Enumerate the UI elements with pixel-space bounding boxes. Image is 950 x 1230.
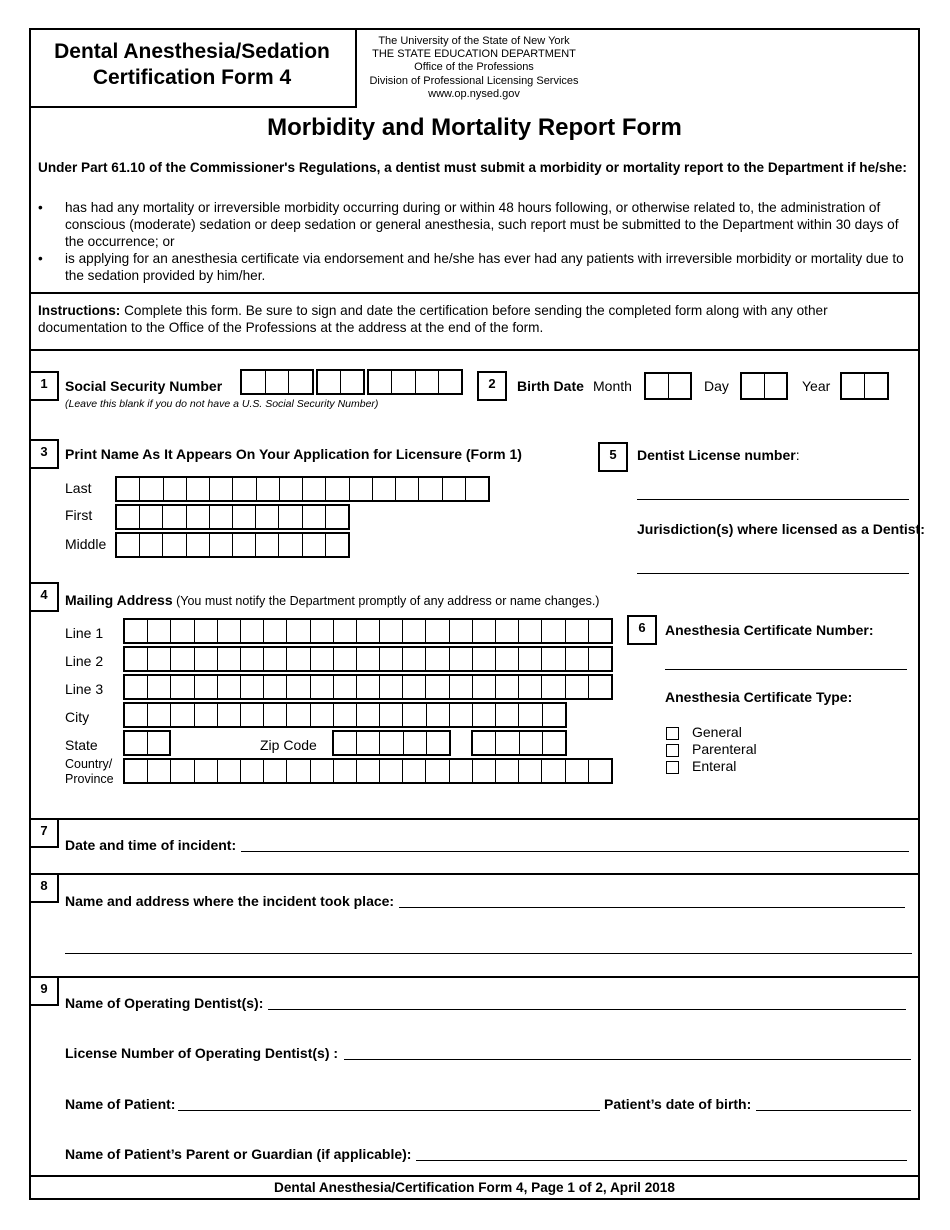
ssn-label: Social Security Number	[65, 378, 223, 394]
incident-location-label: Name and address where the incident took place:	[65, 893, 395, 909]
character-cell[interactable]	[496, 760, 519, 782]
character-cell[interactable]	[148, 676, 171, 698]
character-cell[interactable]	[287, 648, 310, 670]
patient-name-label: Name of Patient:	[65, 1096, 176, 1112]
character-cell[interactable]	[334, 676, 357, 698]
character-cell[interactable]	[589, 620, 611, 642]
character-cell[interactable]	[187, 534, 210, 556]
character-cell[interactable]	[125, 760, 148, 782]
character-cell[interactable]	[426, 676, 449, 698]
character-cell[interactable]	[140, 506, 163, 528]
character-cell[interactable]	[589, 676, 611, 698]
character-cell[interactable]	[334, 760, 357, 782]
character-cell[interactable]	[589, 648, 611, 670]
operating-license-label: License Number of Operating Dentist(s) :	[65, 1045, 339, 1061]
intro-bullets	[38, 199, 914, 284]
type-parenteral-label: Parenteral	[692, 741, 757, 757]
character-cell[interactable]	[266, 371, 290, 393]
character-cell[interactable]	[164, 478, 187, 500]
instructions	[38, 302, 898, 336]
report-title: Morbidity and Mortality Report Form	[267, 114, 682, 141]
character-cell[interactable]	[264, 620, 287, 642]
character-cell[interactable]	[287, 704, 310, 726]
character-cell[interactable]	[350, 478, 373, 500]
rule-s9-top	[29, 976, 920, 978]
character-cell[interactable]	[264, 676, 287, 698]
character-cell[interactable]	[218, 620, 241, 642]
character-cell[interactable]	[380, 648, 403, 670]
incident-location-line2[interactable]	[65, 953, 912, 954]
character-cell[interactable]	[450, 648, 473, 670]
character-cell[interactable]	[241, 620, 264, 642]
section-number-7: 7	[29, 818, 59, 848]
section-number-9: 9	[29, 976, 59, 1006]
guardian-label: Name of Patient’s Parent or Guardian (if applicable):	[65, 1146, 412, 1162]
name-section-label: Print Name As It Appears On Your Application for Licensure (Form 1)	[65, 446, 522, 462]
license-label-text: Dentist License number	[637, 447, 796, 463]
character-cell[interactable]	[303, 534, 326, 556]
character-cell[interactable]	[403, 676, 426, 698]
character-cell[interactable]	[326, 534, 348, 556]
type-enteral-label: Enteral	[692, 758, 737, 774]
character-cell[interactable]	[473, 760, 496, 782]
character-cell[interactable]	[287, 760, 310, 782]
city-field[interactable]	[123, 702, 567, 728]
address-line3-label: Line 3	[65, 681, 104, 697]
rule-s8-top	[29, 873, 920, 875]
character-cell[interactable]	[334, 732, 357, 754]
middle-name-field[interactable]	[115, 532, 350, 558]
character-cell[interactable]	[450, 676, 473, 698]
mailing-address-title: Mailing Address	[65, 592, 173, 608]
character-cell[interactable]	[427, 732, 449, 754]
character-cell[interactable]	[140, 478, 163, 500]
birth-year-field[interactable]	[840, 372, 889, 400]
character-cell[interactable]	[210, 534, 233, 556]
character-cell[interactable]	[496, 648, 519, 670]
character-cell[interactable]	[195, 648, 218, 670]
character-cell[interactable]	[742, 374, 765, 398]
character-cell[interactable]	[566, 648, 589, 670]
form-title-line1: Dental Anesthesia/Sedation	[54, 40, 330, 63]
character-cell[interactable]	[241, 648, 264, 670]
character-cell[interactable]	[171, 648, 194, 670]
character-cell[interactable]	[233, 506, 256, 528]
character-cell[interactable]	[341, 371, 363, 393]
character-cell[interactable]	[264, 648, 287, 670]
character-cell[interactable]	[241, 676, 264, 698]
type-general-label: General	[692, 724, 742, 740]
ssn-part1-field[interactable]	[240, 369, 314, 395]
birth-year-label: Year	[802, 378, 831, 394]
character-cell[interactable]	[171, 676, 194, 698]
character-cell[interactable]	[279, 506, 302, 528]
character-cell[interactable]	[473, 704, 496, 726]
character-cell[interactable]	[380, 620, 403, 642]
character-cell[interactable]	[218, 760, 241, 782]
rule-instructions-bottom	[29, 349, 920, 351]
mailing-address-note: (You must notify the Department promptly of any address or name changes.)	[172, 594, 600, 608]
character-cell[interactable]	[195, 704, 218, 726]
character-cell[interactable]	[264, 704, 287, 726]
character-cell[interactable]	[125, 732, 148, 754]
character-cell[interactable]	[334, 704, 357, 726]
rule-s7-top	[29, 818, 920, 820]
character-cell[interactable]	[318, 371, 341, 393]
character-cell[interactable]	[311, 676, 334, 698]
character-cell[interactable]	[287, 620, 310, 642]
character-cell[interactable]	[765, 374, 787, 398]
footer: Dental Anesthesia/Certification Form 4, Page 1 of 2, April 2018	[274, 1180, 675, 1195]
country-label	[65, 757, 114, 787]
character-cell[interactable]	[256, 506, 279, 528]
character-cell[interactable]	[357, 732, 380, 754]
character-cell[interactable]	[357, 704, 380, 726]
jurisdiction-line[interactable]	[637, 573, 909, 574]
character-cell[interactable]	[496, 704, 519, 726]
character-cell[interactable]	[380, 760, 403, 782]
section-number-8: 8	[29, 873, 59, 903]
address-line1-field[interactable]	[123, 618, 613, 644]
license-label	[637, 447, 800, 463]
character-cell[interactable]	[311, 620, 334, 642]
character-cell[interactable]	[520, 732, 543, 754]
mailing-address-label	[65, 592, 599, 608]
character-cell[interactable]	[241, 760, 264, 782]
address-line1-label: Line 1	[65, 625, 104, 641]
last-name-field[interactable]	[115, 476, 490, 502]
character-cell[interactable]	[163, 506, 186, 528]
character-cell[interactable]	[403, 620, 426, 642]
character-cell[interactable]	[380, 704, 403, 726]
character-cell[interactable]	[416, 371, 439, 393]
patient-name-line[interactable]	[178, 1110, 600, 1111]
city-label: City	[65, 709, 90, 725]
character-cell[interactable]	[171, 760, 194, 782]
middle-name-label: Middle	[65, 536, 107, 552]
character-cell[interactable]	[403, 760, 426, 782]
character-cell[interactable]	[439, 371, 461, 393]
first-name-field[interactable]	[115, 504, 350, 530]
rule-instructions-top	[29, 292, 920, 294]
instructions-label: Instructions:	[38, 303, 121, 318]
character-cell[interactable]	[264, 760, 287, 782]
license-label-colon: :	[795, 447, 800, 463]
character-cell[interactable]	[125, 704, 148, 726]
character-cell[interactable]	[125, 676, 148, 698]
character-cell[interactable]	[256, 534, 279, 556]
character-cell[interactable]	[195, 620, 218, 642]
type-enteral-checkbox[interactable]	[666, 761, 679, 774]
character-cell[interactable]	[311, 760, 334, 782]
character-cell[interactable]	[473, 620, 496, 642]
character-cell[interactable]	[242, 371, 266, 393]
character-cell[interactable]	[392, 371, 415, 393]
birth-month-label: Month	[593, 378, 632, 394]
character-cell[interactable]	[241, 704, 264, 726]
character-cell[interactable]	[542, 648, 565, 670]
country-label-line2: Province	[65, 772, 114, 786]
form-title	[31, 39, 353, 91]
character-cell[interactable]	[233, 478, 256, 500]
character-cell[interactable]	[148, 760, 171, 782]
birth-day-field[interactable]	[740, 372, 788, 400]
birth-month-field[interactable]	[644, 372, 692, 400]
anesthesia-certificate-number-label: Anesthesia Certificate Number:	[665, 622, 874, 638]
address-line2-label: Line 2	[65, 653, 104, 669]
character-cell[interactable]	[163, 534, 186, 556]
character-cell[interactable]	[357, 620, 380, 642]
operating-dentist-label: Name of Operating Dentist(s):	[65, 995, 264, 1011]
incident-date-line[interactable]	[241, 851, 909, 852]
character-cell[interactable]	[543, 704, 565, 726]
section-number-4: 4	[29, 582, 59, 612]
character-cell[interactable]	[669, 374, 691, 398]
character-cell[interactable]	[279, 534, 302, 556]
character-cell[interactable]	[473, 648, 496, 670]
character-cell[interactable]	[303, 506, 326, 528]
character-cell[interactable]	[334, 648, 357, 670]
character-cell[interactable]	[566, 760, 589, 782]
section-number-5: 5	[598, 442, 628, 472]
agency-url: www.op.nysed.gov	[428, 87, 520, 100]
guardian-line[interactable]	[416, 1160, 907, 1161]
character-cell[interactable]	[543, 732, 565, 754]
character-cell[interactable]	[396, 478, 419, 500]
anesthesia-certificate-type-label: Anesthesia Certificate Type:	[665, 689, 853, 705]
character-cell[interactable]	[450, 704, 473, 726]
character-cell[interactable]	[496, 676, 519, 698]
operating-dentist-line[interactable]	[268, 1009, 906, 1010]
instructions-text: Complete this form. Be sure to sign and date the certification before sending the completed form along with any other documentation to the Office of the Professions at the address at the end of the form.	[38, 303, 828, 335]
character-cell[interactable]	[280, 478, 303, 500]
character-cell[interactable]	[117, 506, 140, 528]
character-cell[interactable]	[357, 760, 380, 782]
character-cell[interactable]	[566, 676, 589, 698]
country-label-line1: Country/	[65, 757, 113, 771]
character-cell[interactable]	[148, 732, 170, 754]
character-cell[interactable]	[519, 648, 542, 670]
zip-code-label: Zip Code	[260, 737, 317, 753]
character-cell[interactable]	[380, 732, 403, 754]
section-number-2: 2	[477, 371, 507, 401]
character-cell[interactable]	[125, 620, 148, 642]
zip-code-field[interactable]	[332, 730, 451, 756]
character-cell[interactable]	[218, 704, 241, 726]
character-cell[interactable]	[589, 760, 611, 782]
agency-line: THE STATE EDUCATION DEPARTMENT	[372, 48, 576, 61]
character-cell[interactable]	[496, 620, 519, 642]
character-cell[interactable]	[303, 478, 326, 500]
type-parenteral-checkbox[interactable]	[666, 744, 679, 757]
character-cell[interactable]	[210, 478, 233, 500]
address-line2-field[interactable]	[123, 646, 613, 672]
character-cell[interactable]	[257, 478, 280, 500]
section-number-6: 6	[627, 615, 657, 645]
character-cell[interactable]	[419, 478, 442, 500]
incident-date-label: Date and time of incident:	[65, 837, 237, 853]
birth-date-label: Birth Date	[517, 378, 584, 394]
character-cell[interactable]	[466, 478, 488, 500]
character-cell[interactable]	[404, 732, 427, 754]
incident-location-line1[interactable]	[399, 907, 905, 908]
agency-line: The University of the State of New York	[378, 35, 570, 47]
character-cell[interactable]	[369, 371, 392, 393]
character-cell[interactable]	[125, 648, 148, 670]
character-cell[interactable]	[357, 676, 380, 698]
character-cell[interactable]	[450, 760, 473, 782]
character-cell[interactable]	[427, 704, 450, 726]
character-cell[interactable]	[426, 760, 449, 782]
ssn-part3-field[interactable]	[367, 369, 463, 395]
character-cell[interactable]	[542, 760, 565, 782]
form-title-line2: Certification Form 4	[92, 66, 292, 89]
character-cell[interactable]	[148, 620, 171, 642]
character-cell[interactable]	[542, 620, 565, 642]
license-number-line[interactable]	[637, 499, 909, 500]
character-cell[interactable]	[473, 732, 496, 754]
character-cell[interactable]	[519, 676, 542, 698]
character-cell[interactable]	[426, 648, 449, 670]
character-cell[interactable]	[187, 506, 210, 528]
intro-bullet-1: • has had any mortality or irreversible morbidity occurring during or within 48 hours following, or otherwise related to, the administration of conscious (moderate) sedation or deep sedation or general anesthesia, such report must be submitted to the Department within 30 days of the occurrence; or	[38, 199, 914, 250]
country-field[interactable]	[123, 758, 613, 784]
jurisdiction-label: Jurisdiction(s) where licensed as a Dentist:	[637, 521, 925, 537]
agency-line: Division of Professional Licensing Services	[369, 74, 579, 87]
character-cell[interactable]	[842, 374, 865, 398]
character-cell[interactable]	[171, 704, 194, 726]
header-divider	[355, 28, 357, 106]
character-cell[interactable]	[450, 620, 473, 642]
character-cell[interactable]	[326, 478, 349, 500]
ssn-part2-field[interactable]	[316, 369, 365, 395]
first-name-label: First	[65, 507, 93, 523]
character-cell[interactable]	[311, 704, 334, 726]
character-cell[interactable]	[646, 374, 669, 398]
character-cell[interactable]	[218, 648, 241, 670]
character-cell[interactable]	[357, 648, 380, 670]
birth-day-label: Day	[704, 378, 729, 394]
character-cell[interactable]	[218, 676, 241, 698]
section-number-1: 1	[29, 371, 59, 401]
intro-lead: Under Part 61.10 of the Commissioner's Regulations, a dentist must submit a morbidity or mortality report to the Department if he/she:	[38, 160, 907, 175]
operating-license-line[interactable]	[344, 1059, 911, 1060]
character-cell[interactable]	[233, 534, 256, 556]
character-cell[interactable]	[287, 676, 310, 698]
character-cell[interactable]	[403, 648, 426, 670]
character-cell[interactable]	[195, 676, 218, 698]
character-cell[interactable]	[519, 704, 542, 726]
section-number-3: 3	[29, 439, 59, 469]
character-cell[interactable]	[210, 506, 233, 528]
character-cell[interactable]	[380, 676, 403, 698]
character-cell[interactable]	[426, 620, 449, 642]
character-cell[interactable]	[171, 620, 194, 642]
character-cell[interactable]	[148, 648, 171, 670]
character-cell[interactable]	[373, 478, 396, 500]
zip-extension-field[interactable]	[471, 730, 567, 756]
character-cell[interactable]	[148, 704, 171, 726]
character-cell[interactable]	[140, 534, 163, 556]
patient-dob-line[interactable]	[756, 1110, 911, 1111]
character-cell[interactable]	[542, 676, 565, 698]
ssn-note: (Leave this blank if you do not have a U.S. Social Security Number)	[65, 398, 379, 410]
character-cell[interactable]	[519, 620, 542, 642]
character-cell[interactable]	[187, 478, 210, 500]
anesthesia-certificate-number-line[interactable]	[665, 669, 907, 670]
character-cell[interactable]	[326, 506, 348, 528]
agency-line: Office of the Professions	[414, 61, 534, 74]
address-line3-field[interactable]	[123, 674, 613, 700]
character-cell[interactable]	[195, 760, 218, 782]
character-cell[interactable]	[443, 478, 466, 500]
character-cell[interactable]	[865, 374, 887, 398]
character-cell[interactable]	[566, 620, 589, 642]
rule-footer-top	[29, 1175, 920, 1177]
character-cell[interactable]	[117, 534, 140, 556]
state-field[interactable]	[123, 730, 171, 756]
state-label: State	[65, 737, 98, 753]
type-general-checkbox[interactable]	[666, 727, 679, 740]
character-cell[interactable]	[473, 676, 496, 698]
character-cell[interactable]	[289, 371, 312, 393]
last-name-label: Last	[65, 480, 92, 496]
intro-bullet-2: • is applying for an anesthesia certificate via endorsement and he/she has ever had any patients with irreversible morbidity or mortality due to the sedation provided by him/her.	[38, 250, 914, 284]
header-rule	[29, 106, 357, 108]
character-cell[interactable]	[117, 478, 140, 500]
character-cell[interactable]	[334, 620, 357, 642]
character-cell[interactable]	[519, 760, 542, 782]
patient-dob-label: Patient’s date of birth:	[604, 1096, 752, 1112]
character-cell[interactable]	[403, 704, 426, 726]
agency-block	[358, 35, 590, 101]
character-cell[interactable]	[496, 732, 519, 754]
character-cell[interactable]	[311, 648, 334, 670]
